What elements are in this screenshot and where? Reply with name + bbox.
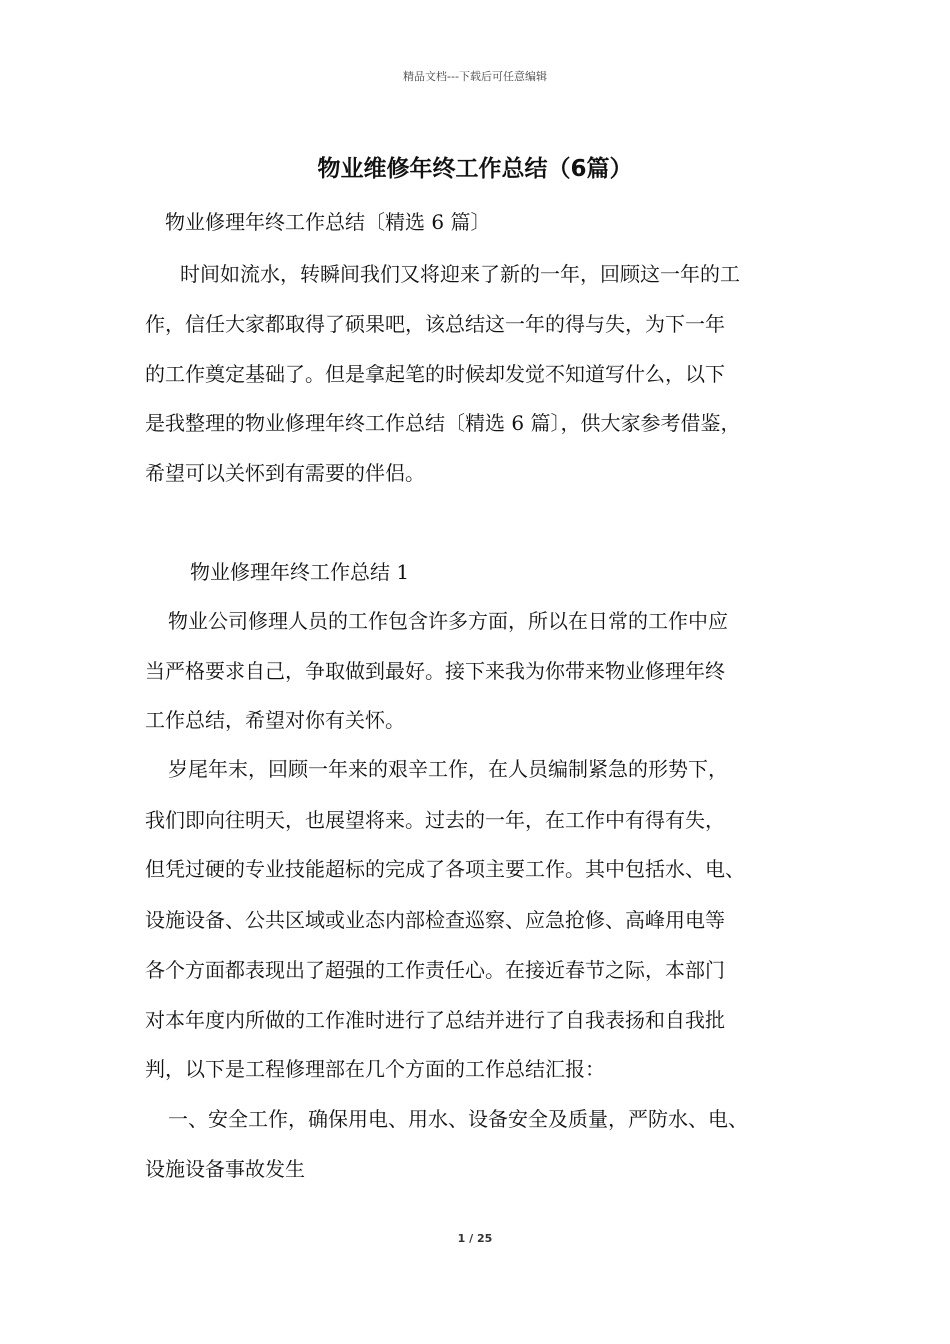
paragraph-line: 但凭过硬的专业技能超标的完成了各项主要工作。其中包括水、电、 bbox=[145, 857, 745, 881]
paragraph-line: 当严格要求自己，争取做到最好。接下来我为你带来物业修理年终 bbox=[145, 659, 725, 683]
paragraph-line: 各个方面都表现出了超强的工作责任心。在接近春节之际，本部门 bbox=[145, 958, 725, 982]
paragraph-line: 一、安全工作，确保用电、用水、设备安全及质量，严防水、电、 bbox=[168, 1107, 748, 1131]
paragraph-line: 判，以下是工程修理部在几个方面的工作总结汇报： bbox=[145, 1057, 605, 1081]
paragraph-line: 对本年度内所做的工作准时进行了总结并进行了自我表扬和自我批 bbox=[145, 1008, 725, 1032]
paragraph-line: 时间如流水，转瞬间我们又将迎来了新的一年，回顾这一年的工 bbox=[180, 262, 740, 286]
paragraph-line: 的工作奠定基础了。但是拿起笔的时候却发觉不知道写什么，以下 bbox=[145, 362, 725, 386]
document-title: 物业维修年终工作总结（6篇） bbox=[317, 156, 633, 182]
paragraph-line: 我们即向往明天，也展望将来。过去的一年，在工作中有得有失， bbox=[145, 808, 725, 832]
paragraph-line: 物业公司修理人员的工作包含许多方面，所以在日常的工作中应 bbox=[168, 609, 728, 633]
section-heading: 物业修理年终工作总结 1 bbox=[190, 560, 410, 584]
page-header: 精品文档---下载后可任意编辑 bbox=[403, 70, 547, 83]
paragraph-line: 作，信任大家都取得了硕果吧，该总结这一年的得与失，为下一年 bbox=[145, 312, 725, 336]
paragraph-line: 设施设备事故发生 bbox=[145, 1157, 305, 1181]
paragraph-line: 岁尾年末，回顾一年来的艰辛工作，在人员编制紧急的形势下， bbox=[168, 757, 728, 781]
paragraph-line: 设施设备、公共区域或业态内部检查巡察、应急抢修、高峰用电等 bbox=[145, 908, 725, 932]
paragraph-line: 是我整理的物业修理年终工作总结〔精选 6 篇〕，供大家参考借鉴， bbox=[145, 411, 741, 435]
page-number: 1 / 25 bbox=[457, 1232, 493, 1245]
paragraph-line: 希望可以关怀到有需要的伴侣。 bbox=[145, 461, 425, 485]
subtitle-line: 物业修理年终工作总结〔精选 6 篇〕 bbox=[165, 210, 491, 234]
paragraph-line: 工作总结，希望对你有关怀。 bbox=[145, 708, 405, 732]
